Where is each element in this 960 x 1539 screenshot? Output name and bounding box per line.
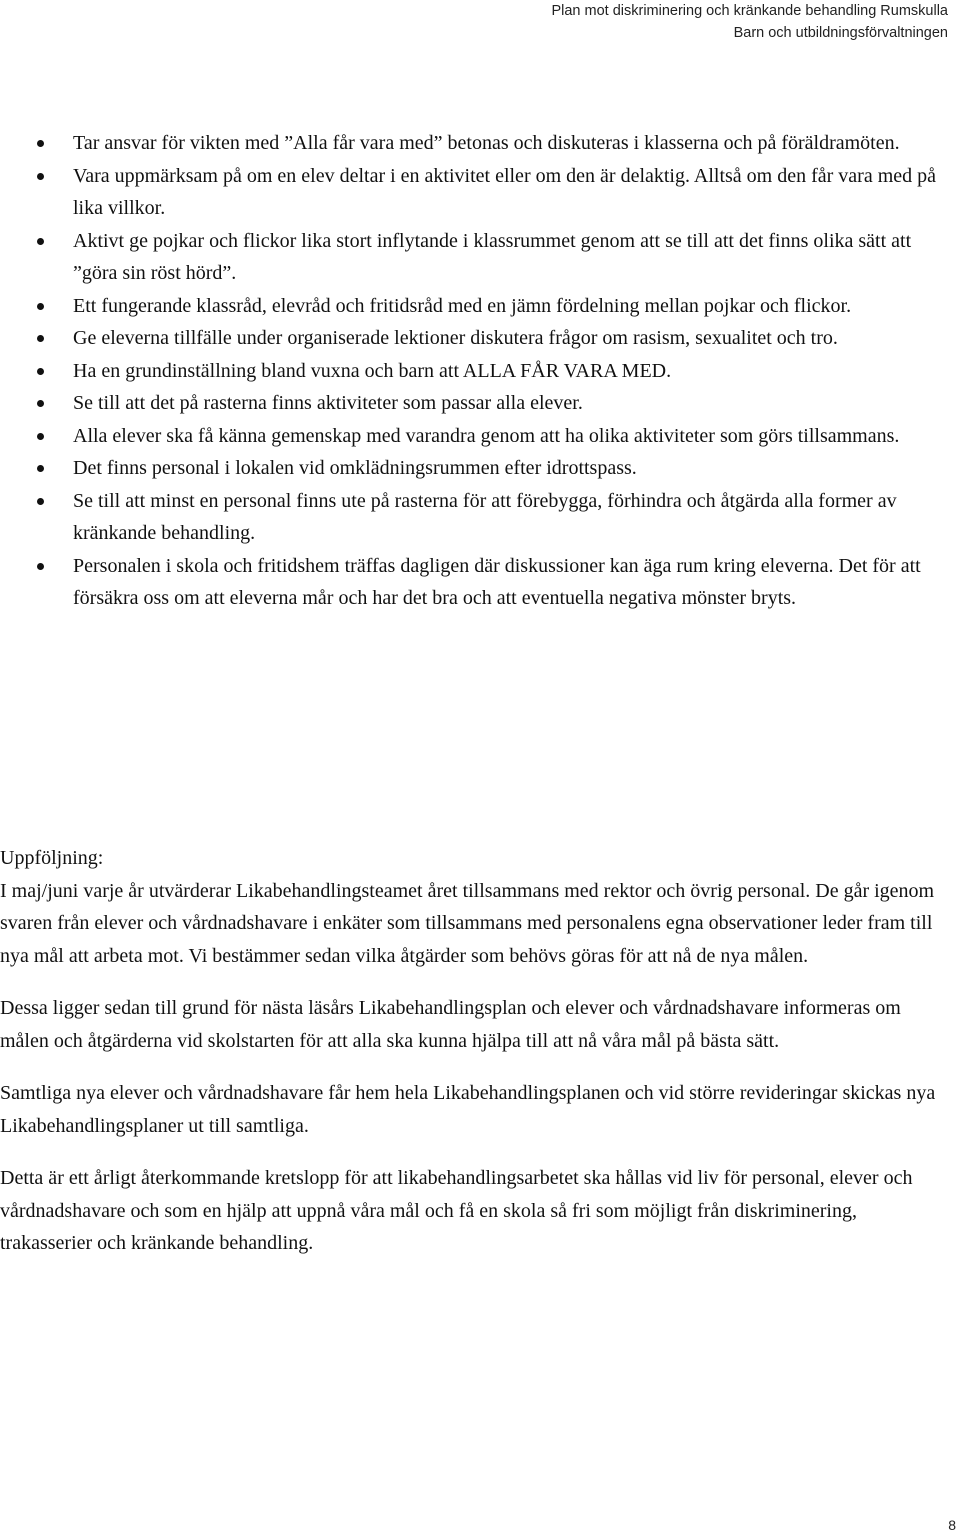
list-item-text: Vara uppmärksam på om en elev deltar i en aktivitet eller om den är delaktig. Alltså om den får vara med på lika villkor. [73,164,937,219]
list-item [0,387,960,420]
list-item-text: Det finns personal i lokalen vid omklädningsrummen efter idrottspass. [73,457,637,479]
list-item-text: Alla elever ska få känna gemenskap med varandra genom att ha olika aktiviteter som görs tillsammans. [73,424,900,447]
list-item [0,420,960,453]
list-item [0,355,960,388]
measures-bullet-list [0,127,960,615]
paragraph: I maj/juni varje år utvärderar Likabehandlingsteamet året tillsammans med rektor och övrig personal. De går igenom svaren från elever och vårdnadshavare i enkäter som tillsammans med personalens egna observationer leder fram till nya mål att arbeta mot. Vi bestämmer sedan vilka åtgärder som behövs göras för att nå de nya målen. [0,879,935,967]
list-item [0,127,960,160]
bullet-icon [37,433,44,440]
list-item [0,322,960,355]
list-item [0,550,960,615]
bullet-icon [37,238,44,245]
page-header [551,0,948,44]
header-department: Barn och utbildningsförvaltningen [733,25,948,41]
header-title: Plan mot diskriminering och kränkande behandling Rumskulla [551,3,948,19]
followup-section [0,842,952,1280]
paragraph: Detta är ett årligt återkommande kretslopp för att likabehandlingsarbetet ska hållas vid liv för personal, elever och vårdnadshavare och som en hjälp att uppnå våra mål och få en skola så fri som möjligt från diskriminering, trakasserier och kränkande behandling. [0,1167,913,1254]
list-item-text: Tar ansvar för vikten med ”Alla får vara med” betonas och diskuteras i klasserna och på föräldramöten. [73,132,900,154]
page-number: 8 [948,1517,956,1533]
bullet-icon [37,563,44,570]
bullet-icon [37,400,44,407]
list-item-text: Personalen i skola och fritidshem träffas dagligen där diskussioner kan äga rum kring eleverna. Det för att försäkra oss om att eleverna mår och har det bra och att eventuella negativa mönster bryts. [73,554,921,609]
list-item [0,225,960,290]
list-item [0,160,960,225]
section-heading: Uppföljning: [0,847,104,869]
bullet-icon [37,335,44,342]
list-item-text: Ge eleverna tillfälle under organiserade lektioner diskutera frågor om rasism, sexualitet och tro. [73,327,838,349]
bullet-icon [37,498,44,505]
list-item [0,290,960,323]
list-item [0,485,960,550]
list-item-text: Se till att minst en personal finns ute på rasterna för att förebygga, förhindra och åtgärda alla former av kränkande behandling. [73,489,897,544]
bullet-icon [37,140,44,147]
bullet-icon [37,465,44,472]
bullet-icon [37,303,44,310]
bullet-icon [37,173,44,180]
paragraph: Dessa ligger sedan till grund för nästa läsårs Likabehandlingsplan och elever och vårdnadshavare informeras om målen och åtgärderna vid skolstarten för att alla ska kunna hjälpa till att nå våra mål på bästa sätt. [0,997,901,1052]
list-item-text: Ha en grundinställning bland vuxna och barn att ALLA FÅR VARA MED. [73,359,672,382]
list-item-text: Ett fungerande klassråd, elevråd och fritidsråd med en jämn fördelning mellan pojkar och flickor. [73,294,852,317]
list-item-text: Aktivt ge pojkar och flickor lika stort inflytande i klassrummet genom att se till att det finns olika sätt att ”göra sin röst hörd”. [73,229,912,284]
list-item [0,452,960,485]
list-item-text: Se till att det på rasterna finns aktiviteter som passar alla elever. [73,392,583,414]
bullet-icon [37,368,44,375]
paragraph: Samtliga nya elever och vårdnadshavare får hem hela Likabehandlingsplanen och vid större revideringar skickas nya Likabehandlingsplaner ut till samtliga. [0,1082,936,1137]
